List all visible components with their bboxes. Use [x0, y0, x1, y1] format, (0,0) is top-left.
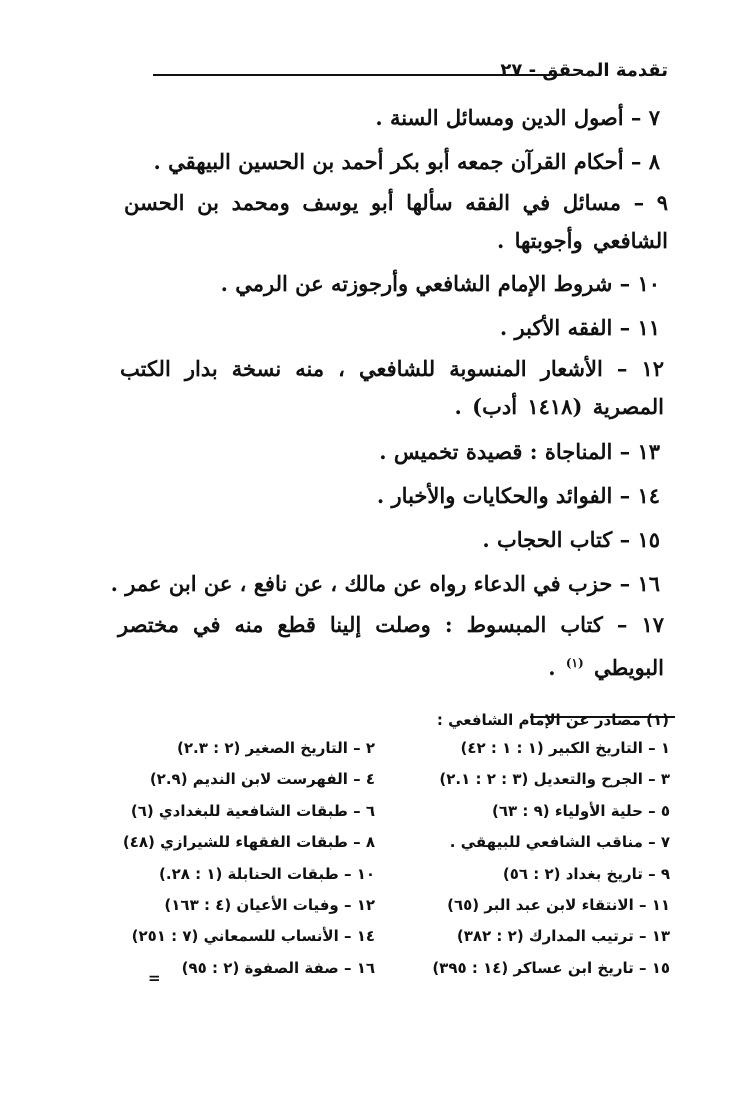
footnote-entry: ١٢ – وفيات الأعيان (٤ : ١٦٣) — [164, 895, 375, 914]
running-header — [28, 58, 668, 88]
footnote-entry: ٩ – تاريخ بغداد (٢ : ٥٦) — [502, 864, 670, 883]
list-item: ٩ – مسائل في الفقه سألها أبو يوسف ومحمد بن الحسن الشافعي وأجوبتها . — [124, 190, 668, 253]
list-item: ١٥ – كتاب الحجاب . — [482, 527, 660, 552]
main-text — [110, 96, 668, 687]
list-item — [118, 606, 664, 687]
footnote-entry: ٧ – مناقب الشافعي للبيهقي . — [449, 833, 670, 852]
list-item: ١٣ – المناجاة : قصيدة تخميس . — [379, 439, 660, 464]
footnote-sources — [122, 739, 670, 990]
list-item: ١٤ – الفوائد والحكايات والأخبار . — [376, 483, 660, 508]
list-item: ١٠ – شروط الإمام الشافعي وأرجوزته عن الرمي . — [220, 271, 660, 296]
footnote-row — [150, 959, 670, 990]
list-item: ١٢ – الأشعار المنسوبة للشافعي ، منه نسخة بدار الكتب المصرية (١٤١٨ أدب) . — [120, 356, 664, 419]
footnote-entry: ١٦ – صفة الصفوة (٢ : ٩٥) — [181, 958, 375, 977]
list-item: ١٦ – حزب في الدعاء رواه عن مالك ، عن نافع ، عن ابن عمر . — [110, 571, 660, 596]
footnote-row — [150, 865, 670, 896]
footnote-row — [150, 739, 670, 770]
footnote-row — [130, 801, 670, 833]
footnote-entry: ١٤ – الأنساب للسمعاني (٧ : ٢٥١) — [131, 927, 375, 946]
footnote-row — [150, 770, 670, 801]
footnote-entry: ٤ – الفهرست لابن النديم (٢.٩) — [149, 770, 375, 789]
footnote-entry: ١١ – الانتقاء لابن عبد البر (٦٥) — [447, 895, 670, 914]
footnote-entry: ١٣ – ترتيب المدارك (٢ : ٣٨٢) — [456, 927, 670, 946]
footnote-entry: ٥ – حلية الأولياء (٩ : ٦٣) — [491, 801, 670, 820]
continuation-mark: = — [148, 969, 161, 987]
list-item: ١١ – الفقه الأكبر . — [499, 315, 660, 340]
list-item-text: ١٧ – كتاب المبسوط : وصلت إلينا قطع منه في مختصر البويطي — [118, 612, 664, 680]
footnote-entry: ٣ – الجرح والتعديل (٣ : ٢ : ٢.١) — [439, 770, 670, 789]
footnote-entry: ٢ – التاريخ الصغير (٢ : ٢.٣) — [177, 739, 375, 757]
list-item-end: . — [548, 655, 566, 680]
footnote-entry: ٦ – طبقات الشافعية للبغدادي (٦) — [130, 801, 375, 820]
footnote-entry: ١٠ – طبقات الحنابلة (١ : ٢٨.) — [159, 864, 375, 883]
footnote-entry: ١ – التاريخ الكبير (١ : ١ : ٤٢) — [460, 739, 670, 757]
footnote-entry: ١٥ – تاريخ ابن عساكر (١٤ : ٣٩٥) — [432, 958, 670, 977]
footnote-row — [131, 927, 670, 958]
footnote-heading: (١) مصادر عن الإمام الشافعي : — [436, 711, 669, 729]
list-item: ٧ – أصول الدين ومسائل السنة . — [375, 105, 660, 130]
list-item: ٨ – أحكام القرآن جمعه أبو بكر أحمد بن الحسين البيهقي . — [153, 149, 660, 174]
footnote-ref: (١) — [565, 656, 584, 670]
page-title: تقدمة المحقق - ٢٧ — [500, 60, 668, 81]
footnote-entry: ٨ – طبقات الفقهاء للشيرازي (٤٨) — [122, 833, 375, 852]
footnote-row — [150, 896, 670, 927]
header-rule — [153, 74, 550, 76]
footnote-row — [122, 833, 670, 864]
